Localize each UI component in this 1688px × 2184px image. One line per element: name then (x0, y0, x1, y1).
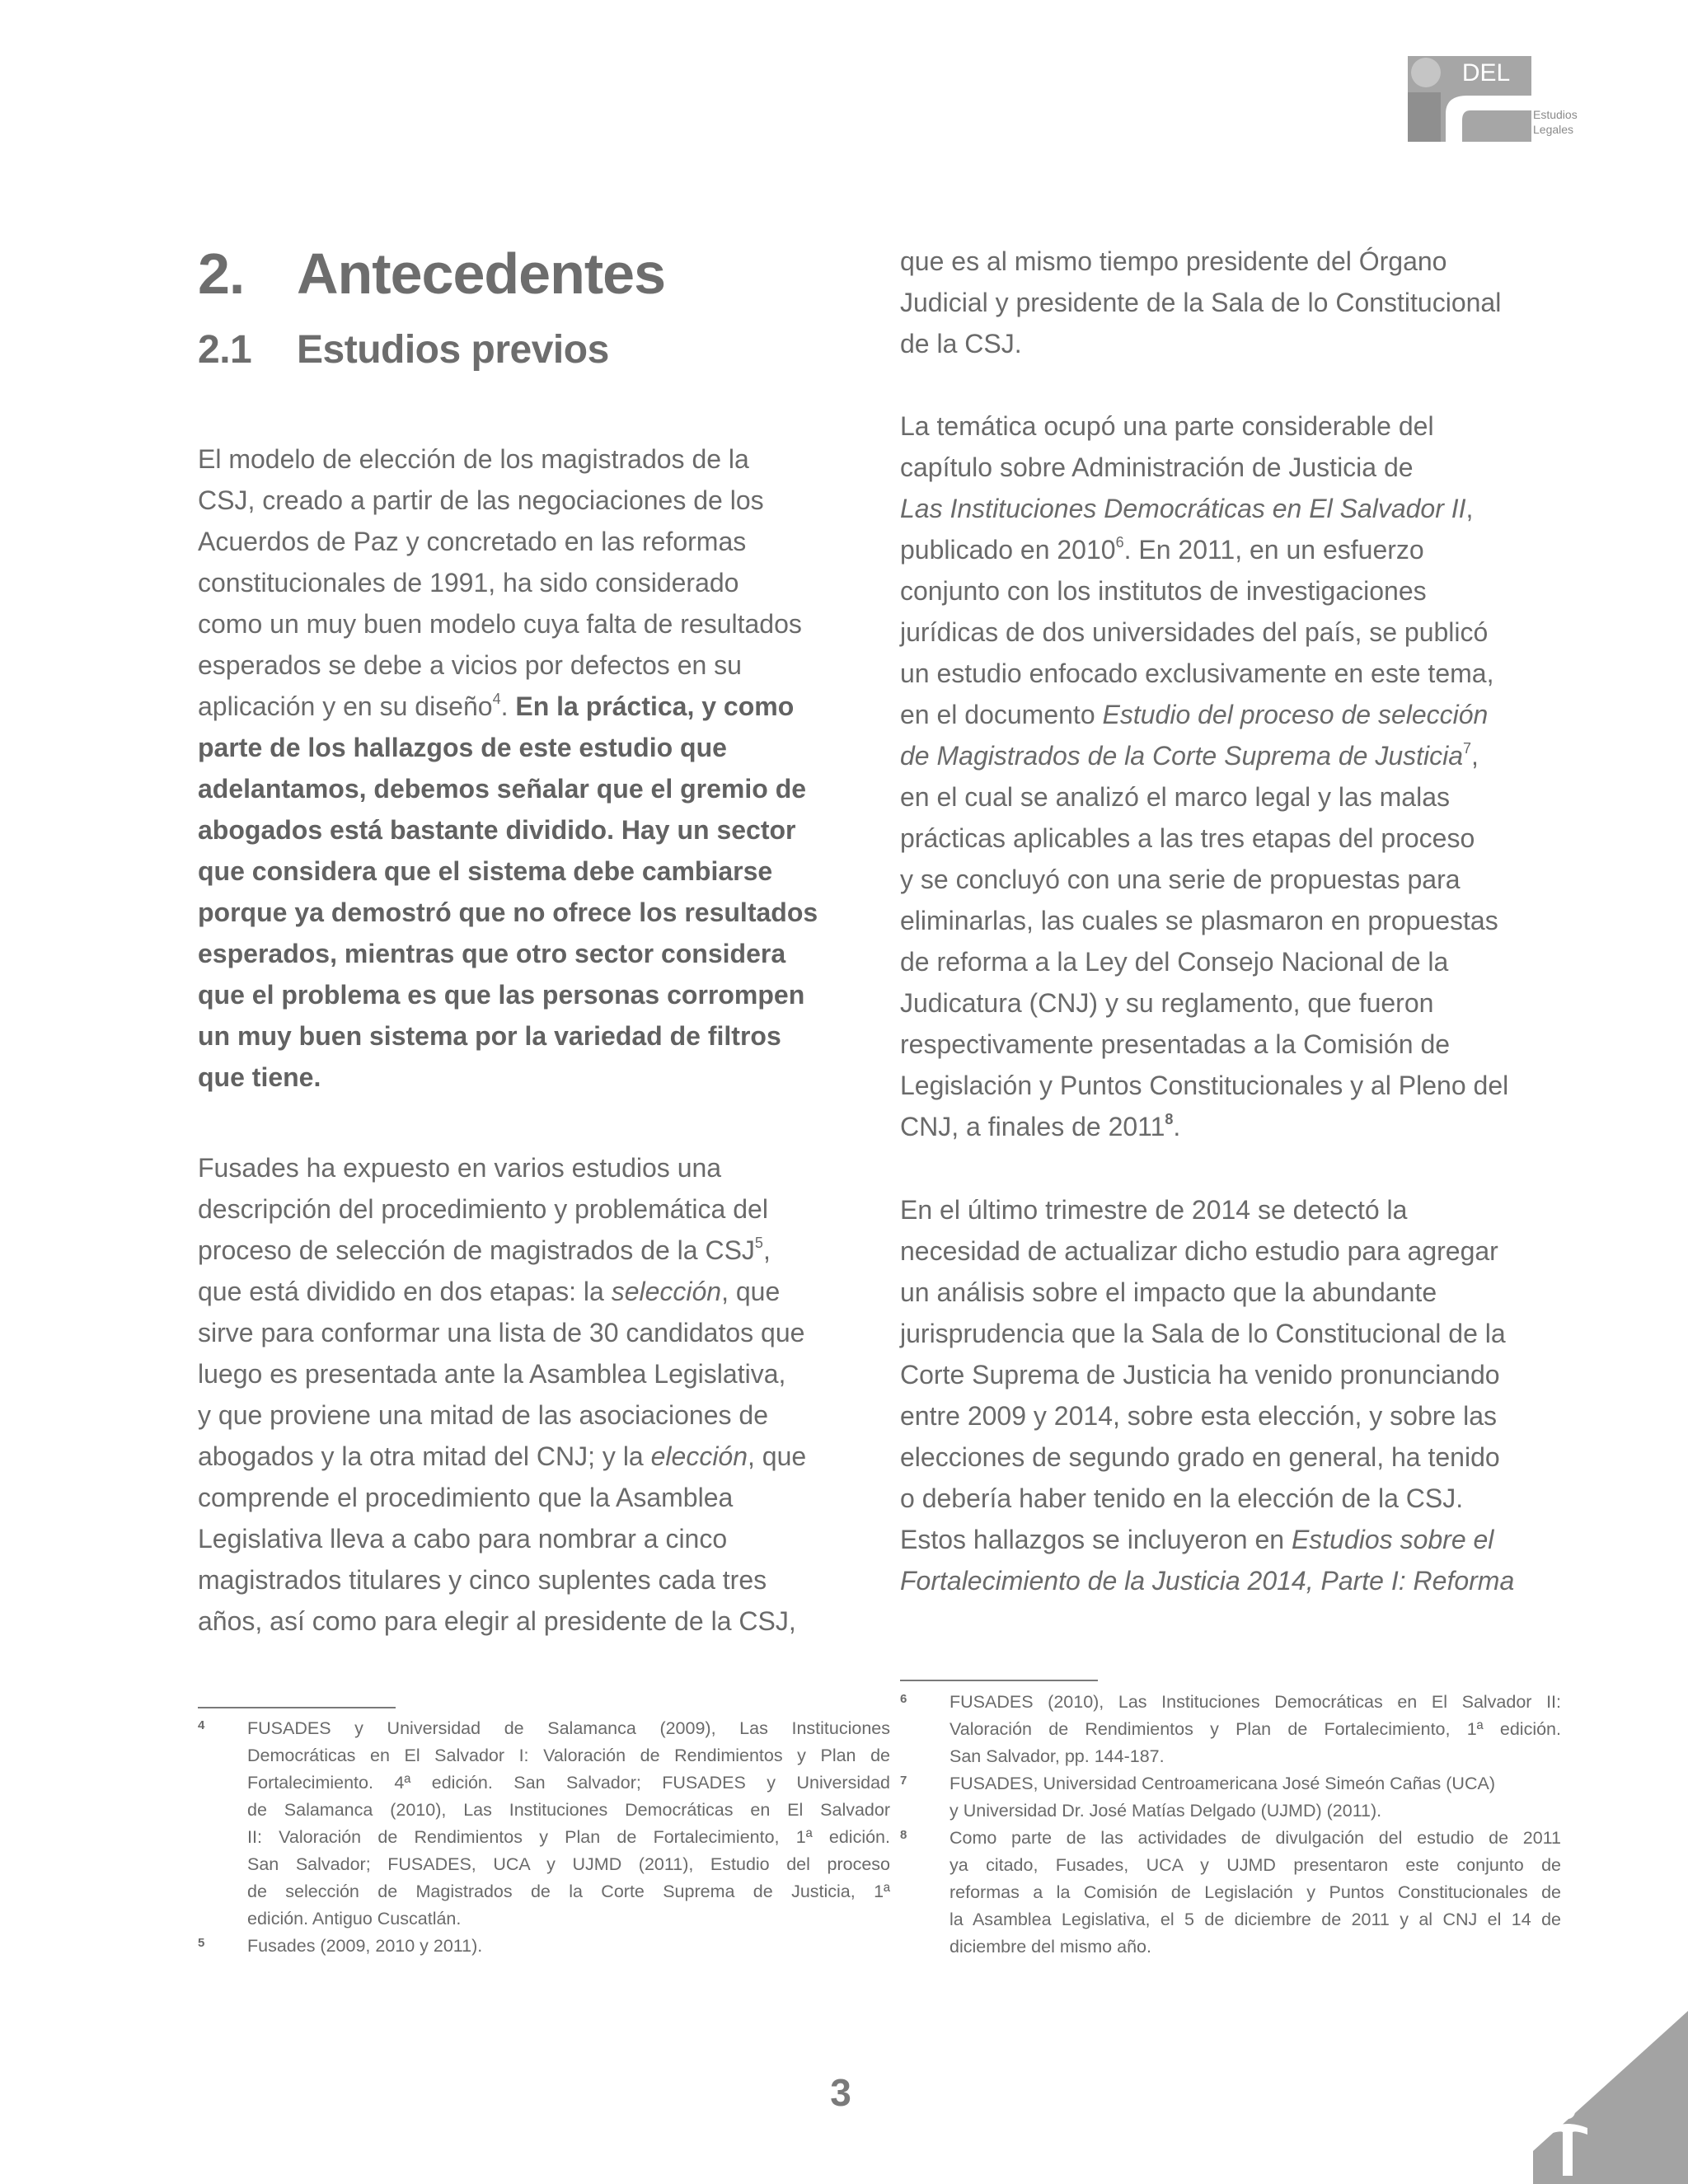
text-line: o debería haber tenido en la elección de la CSJ. (900, 1483, 1464, 1513)
text-run: , (762, 1235, 771, 1265)
italic-run: de Magistrados de la Corte Suprema de Justicia (900, 741, 1464, 771)
footnote-number: 4 (198, 1718, 205, 1732)
section-number: 2. (198, 241, 245, 306)
text-line: jurisprudencia que la Sala de lo Constitucional de la (900, 1319, 1506, 1348)
left-paragraph-1 (198, 438, 818, 1098)
text-line (198, 1271, 806, 1312)
text-line (198, 809, 818, 851)
bold-run: parte de los hallazgos de este estudio que (198, 733, 727, 762)
text-line: jurídicas de dos universidades del país, se publicó (900, 617, 1489, 647)
text-run: publicado en 2010 (900, 535, 1116, 565)
text-line (198, 851, 818, 892)
footnote-line: de Salamanca (2010), Las Instituciones Democráticas en El Salvador (247, 1800, 890, 1820)
italic-run: selección (611, 1277, 722, 1306)
bold-run: porque ya demostró que no ofrece los resultados (198, 898, 818, 927)
footnote-ref-4[interactable]: 4 (492, 691, 501, 707)
text-line: Legislativa lleva a cabo para nombrar a cinco (198, 1524, 728, 1554)
page-number: 3 (830, 2071, 851, 2114)
text-line (198, 892, 818, 933)
text-line: Judicial y presidente de la Sala de lo Constitucional (900, 288, 1502, 317)
text-line: esperados se debe a vicios por defectos en su (198, 650, 742, 680)
text-line: eliminarlas, las cuales se plasmaron en propuestas (900, 906, 1498, 935)
footnote-ref-6[interactable]: 6 (1115, 534, 1124, 551)
text-line: luego es presentada ante la Asamblea Legislativa, (198, 1359, 786, 1389)
footnote-line: FUSADES, Universidad Centroamericana José Simeón Cañas (UCA) (950, 1774, 1495, 1793)
footnote-body (247, 1933, 890, 1960)
footnote-divider (900, 1680, 1098, 1681)
italic-run: Fortalecimiento de la Justicia 2014, Parte I: Reforma (900, 1566, 1515, 1596)
bold-run: esperados, mientras que otro sector considera (198, 939, 786, 968)
section-title: Antecedentes (297, 241, 666, 306)
text-line: El modelo de elección de los magistrados de la (198, 444, 749, 474)
text-line (900, 488, 1508, 529)
del-logo (1408, 56, 1578, 142)
footnote-line: de selección de Magistrados de la Corte Suprema de Justicia, 1ª (247, 1882, 890, 1901)
del-logo-mark-icon (1408, 56, 1531, 142)
text-run: que está dividido en dos etapas: la (198, 1277, 612, 1306)
text-line: capítulo sobre Administración de Justicia de (900, 452, 1414, 482)
text-line: conjunto con los institutos de investigaciones (900, 576, 1427, 606)
text-line (198, 933, 818, 974)
text-line: La temática ocupó una parte considerable del (900, 411, 1434, 441)
text-line: Acuerdos de Paz y concretado en las reformas (198, 527, 747, 556)
text-line (900, 735, 1508, 776)
logo-acronym: DEL (1461, 59, 1511, 87)
text-line: constitucionales de 1991, ha sido considerado (198, 568, 739, 598)
text-line: de reforma a la Ley del Consejo Nacional de la (900, 947, 1449, 977)
text-line: años, así como para elegir al presidente de la CSJ, (198, 1606, 796, 1636)
footnote-body (950, 1825, 1561, 1961)
bold-run: adelantamos, debemos señalar que el gremio de (198, 774, 807, 804)
text-run: , (1471, 741, 1479, 771)
text-line: magistrados titulares y cinco suplentes cada tres (198, 1565, 767, 1595)
footnote-body (247, 1715, 890, 1933)
footnote-number: 5 (198, 1936, 205, 1950)
text-line: que es al mismo tiempo presidente del Órgano (900, 246, 1447, 276)
footnote-line: FUSADES (2010), Las Instituciones Democráticas en El Salvador II: (950, 1692, 1561, 1712)
footnote-number: 8 (900, 1828, 907, 1842)
footnote-line: ya citado, Fusades, UCA y UJMD presentaron este conjunto de (950, 1855, 1561, 1875)
text-line: y que proviene una mitad de las asociaciones de (198, 1400, 768, 1430)
footnote-line: Valoración de Rendimientos y Plan de Fortalecimiento, 1ª edición. (950, 1719, 1561, 1739)
text-line (900, 1519, 1514, 1560)
text-line (198, 1230, 806, 1271)
text-line (198, 1436, 806, 1477)
bold-run: abogados está bastante dividido. Hay un sector (198, 815, 796, 845)
footnote-line: diciembre del mismo año. (950, 1937, 1151, 1957)
text-line: en el cual se analizó el marco legal y las malas (900, 782, 1450, 812)
text-line: prácticas aplicables a las tres etapas del proceso (900, 823, 1475, 853)
text-line: Corte Suprema de Justicia ha venido pronunciando (900, 1360, 1500, 1390)
section-heading (198, 232, 665, 315)
text-run: , (1465, 494, 1474, 523)
footnote-line: edición. Antiguo Cuscatlán. (247, 1909, 462, 1929)
subsection-title: Estudios previos (297, 328, 609, 372)
italic-run: elección (650, 1441, 748, 1471)
italic-run: Las Instituciones Democráticas en El Salvador II (900, 494, 1466, 523)
corner-justice-icon (1533, 2011, 1688, 2184)
text-line: descripción del procedimiento y problemática del (198, 1194, 768, 1224)
text-line (900, 694, 1508, 735)
footnote-line: Democráticas en El Salvador I: Valoración de Rendimientos y Plan de (247, 1746, 890, 1765)
text-run: , que (748, 1441, 807, 1471)
bold-run: que considera que el sistema debe cambiarse (198, 856, 773, 886)
footnote-line: San Salvador, pp. 144-187. (950, 1746, 1165, 1766)
footnote-line: Fortalecimiento. 4ª edición. San Salvador; FUSADES y Universidad (247, 1773, 890, 1793)
text-line: un análisis sobre el impacto que la abundante (900, 1277, 1437, 1307)
text-line: entre 2009 y 2014, sobre esta elección, y sobre las (900, 1401, 1497, 1431)
text-line: Fusades ha expuesto en varios estudios una (198, 1153, 722, 1183)
text-run: , que (721, 1277, 781, 1306)
text-line (198, 1015, 818, 1057)
footnote-line: Como parte de las actividades de divulgación del estudio de 2011 (950, 1828, 1561, 1848)
text-line: respectivamente presentadas a la Comisión de (900, 1029, 1451, 1059)
text-line (900, 1560, 1514, 1601)
text-line: comprende el procedimiento que la Asamblea (198, 1483, 734, 1512)
text-run: . (500, 691, 516, 721)
text-line: y se concluyó con una serie de propuestas para (900, 865, 1461, 894)
text-line: En el último trimestre de 2014 se detectó la (900, 1195, 1408, 1225)
footnote-line: FUSADES y Universidad de Salamanca (2009), Las Instituciones (247, 1718, 890, 1738)
bold-run: En la práctica, y como (515, 691, 795, 721)
footnote-line: reformas a la Comisión de Legislación y Puntos Constitucionales de (950, 1882, 1561, 1902)
text-line (900, 529, 1508, 570)
footnote-ref-7[interactable]: 7 (1463, 740, 1472, 757)
text-line (198, 686, 818, 727)
footnote-line: Fusades (2009, 2010 y 2011). (247, 1936, 483, 1956)
footnote-line: II: Valoración de Rendimientos y Plan de Fortalecimiento, 1ª edición. (247, 1827, 890, 1847)
text-run: . En 2011, en un esfuerzo (1123, 535, 1424, 565)
text-line: sirve para conformar una lista de 30 candidatos que (198, 1318, 805, 1347)
text-line (198, 768, 818, 809)
text-run: en el documento (900, 700, 1103, 729)
text-run: abogados y la otra mitad del CNJ; y la (198, 1441, 651, 1471)
text-line (198, 974, 818, 1015)
bold-run: un muy buen sistema por la variedad de filtros (198, 1021, 781, 1051)
text-line: de la CSJ. (900, 329, 1022, 359)
text-run: Estos hallazgos se incluyeron en (900, 1525, 1292, 1554)
footnote-line: San Salvador; FUSADES, UCA y UJMD (2011), Estudio del proceso (247, 1854, 890, 1874)
logo-caption-line2: Legales (1533, 123, 1574, 136)
right-paragraph-2 (900, 405, 1508, 1147)
bold-run: que tiene. (198, 1062, 321, 1092)
italic-run: Estudios sobre el (1291, 1525, 1494, 1554)
italic-run: Estudio del proceso de selección (1102, 700, 1489, 729)
footnote-ref-5[interactable]: 5 (754, 1235, 763, 1251)
footnote-number: 7 (900, 1774, 907, 1788)
left-paragraph-2 (198, 1147, 806, 1642)
footnote-divider (198, 1707, 396, 1708)
text-line: elecciones de segundo grado en general, ha tenido (900, 1442, 1500, 1472)
text-line (198, 727, 818, 768)
text-line (900, 1106, 1508, 1147)
text-line: necesidad de actualizar dicho estudio para agregar (900, 1236, 1498, 1266)
footnote-body (950, 1770, 1561, 1825)
logo-caption (1533, 107, 1578, 137)
text-line: CSJ, creado a partir de las negociaciones de los (198, 485, 764, 515)
footnote-ref-8[interactable]: 8 (1165, 1111, 1174, 1127)
right-paragraph-continuation (900, 241, 1501, 364)
subsection-heading (198, 317, 609, 383)
footnote-number: 6 (900, 1692, 907, 1706)
text-run: proceso de selección de magistrados de la CSJ (198, 1235, 755, 1265)
footnote-line: la Asamblea Legislativa, el 5 de diciembre de 2011 y al CNJ el 14 de (950, 1910, 1561, 1929)
text-run: aplicación y en su diseño (198, 691, 493, 721)
right-paragraph-3 (900, 1189, 1514, 1601)
text-run: . (1173, 1112, 1181, 1141)
footnote-body (950, 1689, 1561, 1770)
subsection-number: 2.1 (198, 328, 252, 372)
text-line (198, 1057, 818, 1098)
footnote-line: y Universidad Dr. José Matías Delgado (UJMD) (2011). (950, 1801, 1382, 1821)
text-line: Judicatura (CNJ) y su reglamento, que fueron (900, 988, 1434, 1018)
logo-caption-line1: Estudios (1533, 108, 1578, 121)
text-line: como un muy buen modelo cuya falta de resultados (198, 609, 802, 639)
text-run: CNJ, a finales de 2011 (900, 1112, 1165, 1141)
text-line: Legislación y Puntos Constitucionales y al Pleno del (900, 1071, 1509, 1100)
text-line: un estudio enfocado exclusivamente en este tema, (900, 658, 1494, 688)
bold-run: que el problema es que las personas corrompen (198, 980, 805, 1010)
